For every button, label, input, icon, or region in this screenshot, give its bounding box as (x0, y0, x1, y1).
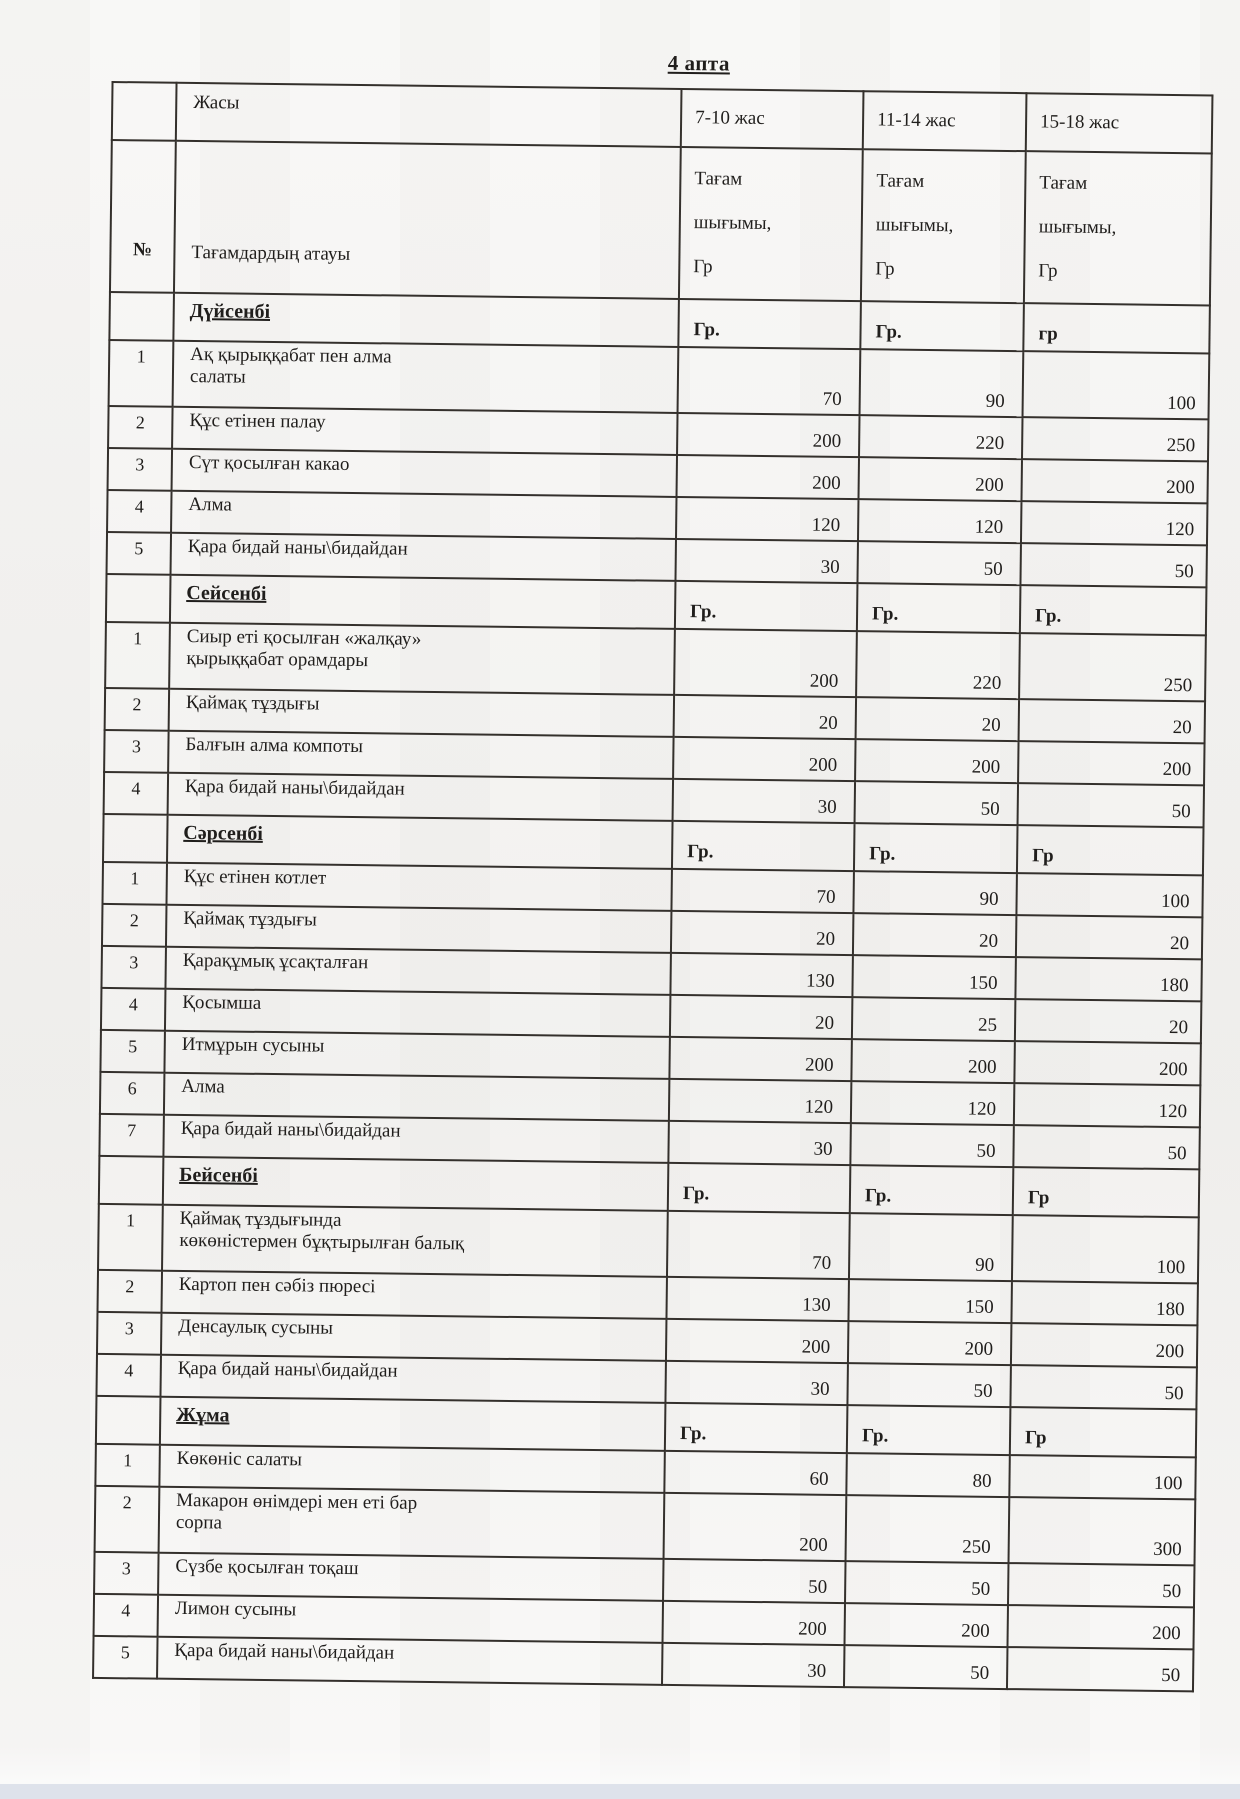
unit-label: Гр (1010, 1407, 1197, 1457)
dish-name: Балғын алма компоты (168, 731, 673, 779)
portion-value-11-14: 120 (858, 499, 1022, 543)
row-number: 1 (102, 862, 167, 905)
portion-value-11-14: 50 (844, 1645, 1008, 1689)
row-number: 3 (94, 1552, 159, 1595)
number-column-header: № (110, 140, 176, 293)
day-empty-number-cell (99, 1156, 164, 1205)
portion-value-7-10: 200 (677, 413, 859, 457)
output-header-15-18: Тағам шығымы, Гр (1024, 151, 1212, 305)
portion-value-11-14: 50 (850, 1123, 1014, 1167)
unit-label: Гр. (678, 299, 861, 349)
unit-label: гр (1023, 303, 1210, 353)
portion-value-11-14: 50 (847, 1363, 1011, 1407)
dish-name: Сиыр еті қосылған «жалқау» қырыққабат орамдары (169, 623, 675, 695)
age-column-11-14: 11-14 жас (863, 91, 1027, 151)
row-number: 1 (98, 1204, 163, 1271)
row-number: 4 (107, 490, 172, 533)
portion-value-11-14: 90 (849, 1213, 1013, 1281)
portion-value-11-14: 200 (855, 739, 1019, 783)
row-number: 7 (99, 1114, 164, 1157)
output-header-7-10: Тағам шығымы, Гр (679, 147, 863, 301)
portion-value-7-10: 30 (662, 1643, 844, 1687)
unit-label: Гр. (675, 581, 858, 631)
portion-value-11-14: 50 (857, 541, 1021, 585)
portion-value-15-18: 120 (1014, 1083, 1200, 1127)
age-column-15-18: 15-18 жас (1026, 93, 1213, 153)
portion-value-7-10: 30 (673, 779, 855, 823)
portion-value-7-10: 200 (673, 737, 855, 781)
scan-content (0, 43, 1240, 1693)
portion-value-11-14: 25 (852, 997, 1016, 1041)
day-name: Сейсенбі (170, 575, 676, 629)
portion-value-11-14: 250 (846, 1495, 1010, 1563)
row-number: 4 (94, 1594, 159, 1637)
portion-value-15-18: 180 (1011, 1281, 1197, 1325)
row-number: 4 (96, 1354, 161, 1397)
portion-value-7-10: 20 (670, 995, 852, 1039)
portion-value-7-10: 70 (678, 347, 861, 415)
portion-value-11-14: 150 (852, 955, 1016, 999)
age-column-7-10: 7-10 жас (681, 89, 864, 149)
dish-name: Қаймақ тұздығы (169, 689, 674, 737)
portion-value-11-14: 200 (848, 1321, 1012, 1365)
day-name: Сәрсенбі (167, 815, 673, 869)
portion-value-15-18: 20 (1016, 915, 1202, 959)
dish-name: Қара бидай наны\бидайдан (168, 773, 673, 821)
day-name: Бейсенбі (163, 1157, 669, 1211)
unit-label: Гр. (860, 301, 1024, 351)
row-number: 6 (100, 1072, 165, 1115)
unit-label: Гр. (857, 583, 1021, 633)
row-number: 5 (107, 532, 172, 575)
portion-value-7-10: 200 (664, 1493, 847, 1561)
row-number: 3 (108, 448, 173, 491)
unit-label: Гр. (1020, 585, 1207, 635)
portion-value-15-18: 200 (1007, 1605, 1193, 1649)
output-header-11-14: Тағам шығымы, Гр (861, 149, 1026, 303)
portion-value-11-14: 220 (856, 631, 1020, 699)
unit-label: Гр. (665, 1403, 848, 1453)
portion-value-15-18: 200 (1018, 741, 1204, 785)
unit-label: Гр. (672, 821, 855, 871)
portion-value-15-18: 50 (1018, 783, 1204, 827)
portion-value-7-10: 30 (675, 539, 857, 583)
row-number: 3 (104, 730, 169, 773)
portion-value-11-14: 20 (856, 697, 1020, 741)
main-header-row (110, 140, 1212, 305)
portion-value-7-10: 20 (671, 911, 853, 955)
row-number: 2 (98, 1270, 163, 1313)
portion-value-11-14: 220 (859, 415, 1023, 459)
corner-empty-cell (112, 82, 177, 141)
day-empty-number-cell (103, 814, 168, 863)
portion-value-7-10: 130 (670, 953, 852, 997)
portion-value-15-18: 250 (1022, 417, 1208, 461)
portion-value-15-18: 50 (1010, 1365, 1196, 1409)
portion-value-7-10: 200 (669, 1037, 851, 1081)
portion-value-15-18: 300 (1009, 1497, 1196, 1565)
portion-value-7-10: 200 (666, 1319, 848, 1363)
portion-value-15-18: 50 (1020, 543, 1206, 587)
dish-name: Лимон сусыны (158, 1595, 663, 1643)
dish-name: Қосымша (165, 989, 670, 1037)
portion-value-7-10: 70 (667, 1211, 850, 1279)
portion-value-15-18: 100 (1016, 873, 1202, 917)
dish-name: Қаймақ тұздығында көкөністермен бұқтырылған балық (162, 1205, 668, 1277)
portion-value-11-14: 200 (844, 1603, 1008, 1647)
dish-name: Құс етінен палау (172, 407, 677, 455)
portion-value-15-18: 200 (1011, 1323, 1197, 1367)
portion-value-7-10: 70 (671, 869, 853, 913)
portion-value-15-18: 200 (1014, 1041, 1200, 1085)
portion-value-15-18: 100 (1012, 1215, 1199, 1283)
day-empty-number-cell (109, 292, 174, 341)
page-title: 4 апта (667, 50, 731, 76)
dish-name: Денсаулық сусыны (161, 1313, 666, 1361)
row-number: 5 (93, 1636, 158, 1679)
scanner-edge (0, 1784, 1240, 1799)
row-number: 1 (109, 340, 174, 407)
scanned-page (0, 44, 1240, 1799)
unit-label: Гр. (850, 1165, 1014, 1215)
dish-name: Көкөніс салаты (159, 1445, 664, 1493)
row-number: 2 (105, 688, 170, 731)
row-number: 4 (104, 772, 169, 815)
dish-name: Қара бидай наны\бидайдан (163, 1115, 668, 1163)
row-number: 1 (105, 622, 170, 689)
portion-value-7-10: 200 (674, 629, 857, 697)
dish-name: Қарақұмық ұсақталған (165, 947, 670, 995)
day-name: Дүйсенбі (173, 293, 679, 347)
dish-name: Сүзбе қосылған тоқаш (158, 1553, 663, 1601)
portion-value-15-18: 50 (1007, 1647, 1193, 1691)
row-number: 2 (102, 904, 167, 947)
unit-label: Гр. (668, 1163, 851, 1213)
dish-name: Қаймақ тұздығы (166, 905, 671, 953)
portion-value-15-18: 20 (1015, 999, 1201, 1043)
unit-label: Гр. (847, 1405, 1011, 1455)
portion-value-15-18: 120 (1021, 501, 1207, 545)
row-number: 2 (108, 406, 173, 449)
portion-value-11-14: 80 (846, 1453, 1010, 1497)
row-number: 5 (100, 1030, 165, 1073)
portion-value-15-18: 100 (1009, 1455, 1195, 1499)
row-number: 3 (97, 1312, 162, 1355)
portion-value-7-10: 60 (664, 1451, 846, 1495)
portion-value-7-10: 20 (674, 695, 856, 739)
portion-value-11-14: 150 (848, 1279, 1012, 1323)
row-number: 1 (95, 1444, 160, 1487)
portion-value-7-10: 200 (677, 455, 859, 499)
portion-value-15-18: 50 (1013, 1125, 1199, 1169)
scanner-edge-fade (0, 1746, 1240, 1784)
dish-column-header: Тағамдардың атауы (174, 141, 681, 299)
portion-value-11-14: 90 (860, 349, 1024, 417)
dish-name: Картоп пен сәбіз пюресі (162, 1271, 667, 1319)
dish-name: Қара бидай наны\бидайдан (171, 533, 676, 581)
age-label: Жасы (176, 83, 682, 147)
portion-value-15-18: 50 (1008, 1563, 1194, 1607)
portion-value-11-14: 120 (851, 1081, 1015, 1125)
portion-value-15-18: 200 (1021, 459, 1207, 503)
portion-value-7-10: 120 (669, 1079, 851, 1123)
portion-value-15-18: 180 (1015, 957, 1201, 1001)
day-name: Жұма (160, 1397, 666, 1451)
portion-value-7-10: 30 (665, 1361, 847, 1405)
dish-name: Сүт қосылған какао (172, 449, 677, 497)
row-number: 3 (101, 946, 166, 989)
portion-value-7-10: 200 (663, 1601, 845, 1645)
unit-label: Гр (1017, 825, 1204, 875)
portion-value-11-14: 200 (858, 457, 1022, 501)
unit-label: Гр. (854, 823, 1018, 873)
dish-name: Алма (171, 491, 676, 539)
portion-value-15-18: 250 (1019, 633, 1206, 701)
portion-value-7-10: 130 (666, 1277, 848, 1321)
portion-value-7-10: 30 (668, 1121, 850, 1165)
portion-value-7-10: 120 (676, 497, 858, 541)
row-number: 4 (101, 988, 166, 1031)
portion-value-11-14: 200 (851, 1039, 1015, 1083)
dish-name: Ақ қырыққабат пен алма салаты (173, 341, 679, 413)
portion-value-11-14: 50 (845, 1561, 1009, 1605)
unit-label: Гр (1013, 1167, 1200, 1217)
day-empty-number-cell (96, 1396, 161, 1445)
dish-name: Қара бидай наны\бидайдан (160, 1355, 665, 1403)
menu-table (92, 81, 1213, 1692)
dish-name: Алма (164, 1073, 669, 1121)
dish-name: Құс етінен котлет (166, 863, 671, 911)
day-empty-number-cell (106, 574, 171, 623)
dish-name: Итмұрын сусыны (164, 1031, 669, 1079)
portion-value-11-14: 50 (855, 781, 1019, 825)
portion-value-7-10: 50 (663, 1559, 845, 1603)
row-number: 2 (95, 1486, 160, 1553)
portion-value-11-14: 20 (853, 913, 1017, 957)
dish-name: Макарон өнімдері мен еті бар сорпа (159, 1487, 665, 1559)
dish-name: Қара бидай наны\бидайдан (157, 1637, 662, 1685)
portion-value-15-18: 20 (1019, 699, 1205, 743)
portion-value-11-14: 90 (853, 871, 1017, 915)
portion-value-15-18: 100 (1023, 351, 1210, 419)
